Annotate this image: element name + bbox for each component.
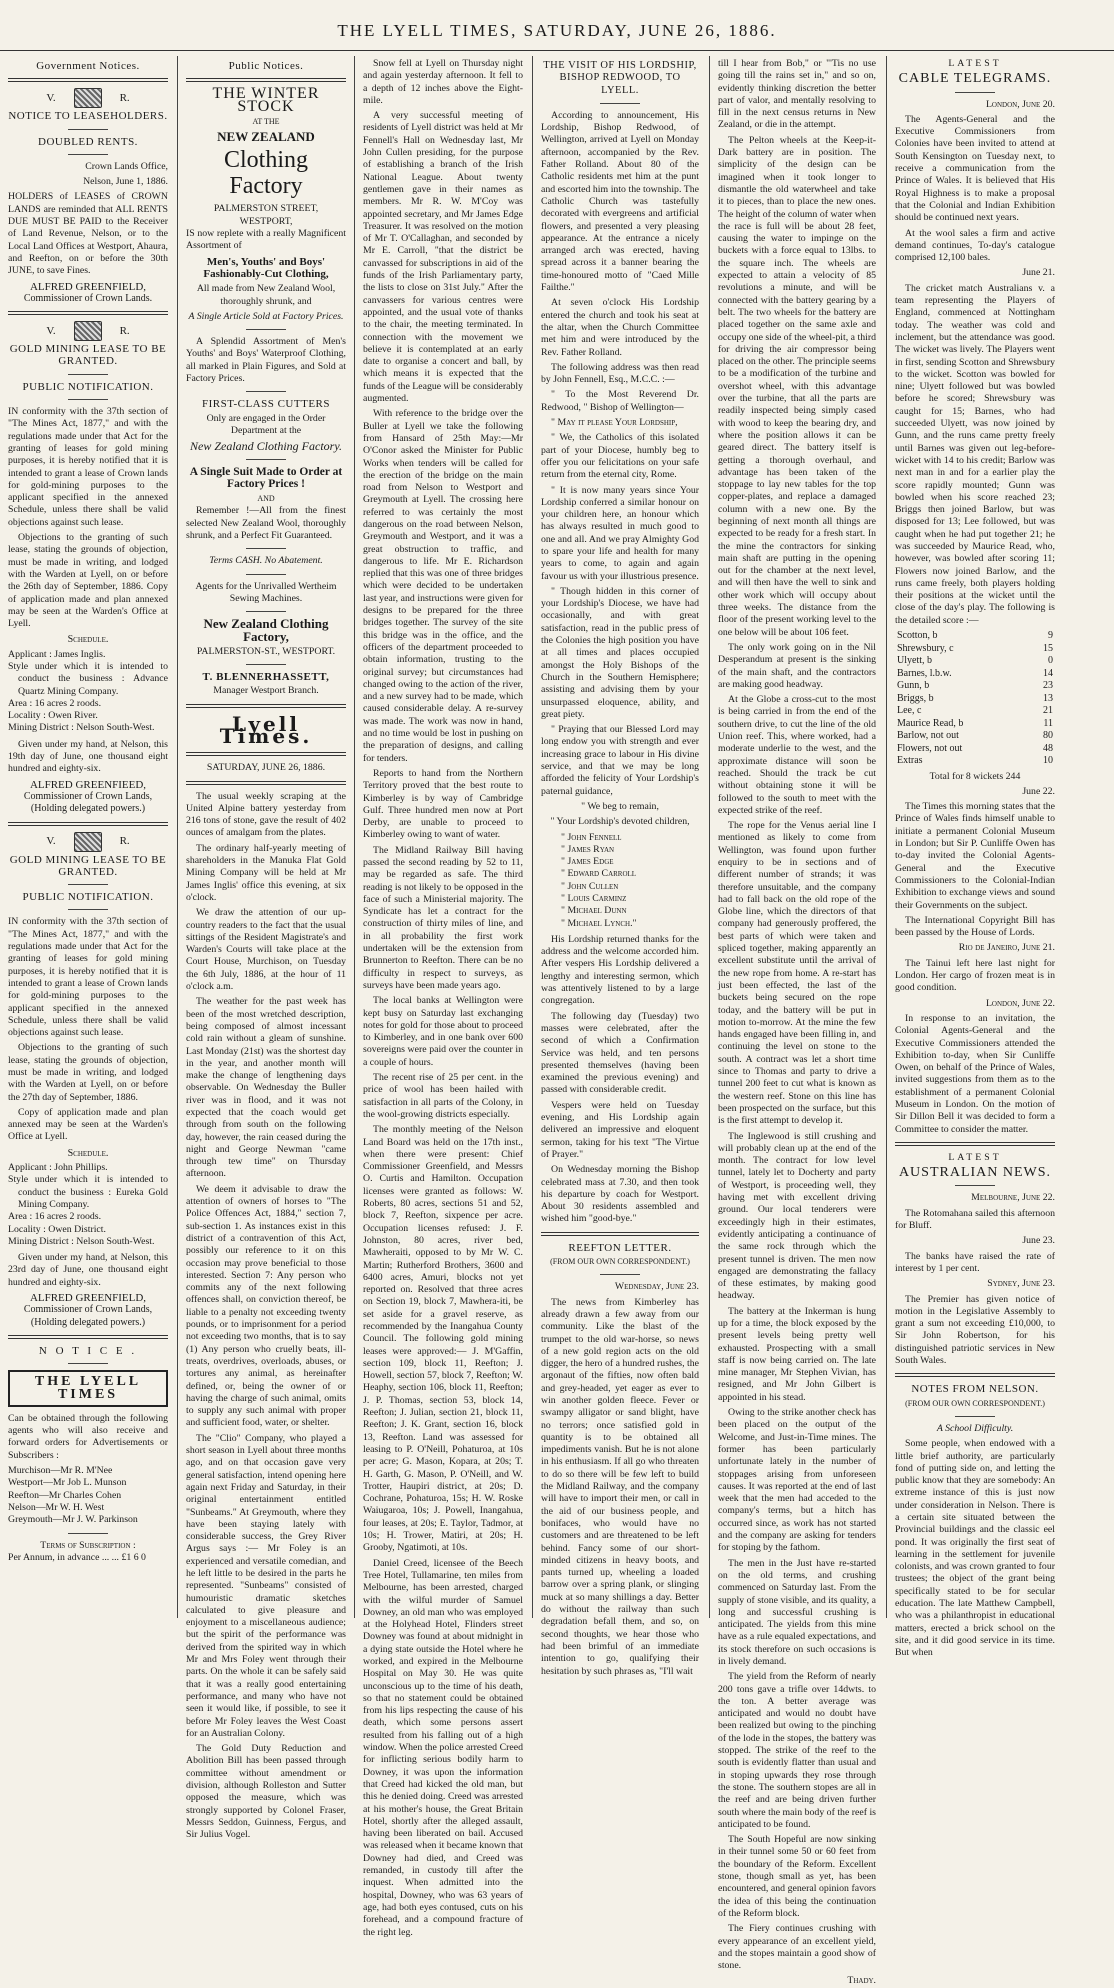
article-paragraph: According to announcement, His Lordship, Bishop Redwood, of Wellington, arrived at Lyell on Monday afternoon, accompanied by the Rev. Father Rolland. About 80 of the Catholic residents met him at the punt and escorted him into the township. The Catholic Church was tastefully decorated with evergreens and artificial flowers, and presented a very pleasing appearance. At the entrance a nicely arranged arch was erected, having spread across it a banner bearing the time-honoured motto of "Caed Mille Failthe." <box>541 109 699 294</box>
ad-line: WESTPORT, <box>239 215 293 227</box>
article-date: Wednesday, June 23. <box>614 1281 699 1293</box>
telegram-paragraph: The Times this morning states that the Prince of Wales finds himself unable to initiate a permanent Colonial Museum in London; but Sir P. Cunliffe Owen has to-day invited the Colonial Agents-General and the Executive Commissioners to the Colonial-Indian Exhibition to exchange views and sound their Governments on the subject. <box>895 801 1055 911</box>
notice-body: Objections to the granting of such lease, stating the grounds of objection, must be made in writing, and lodged with the Warden at Lyell, on or before the 26th day of September, 1886. Copy of application made and plan annexed may be seen at the Warden's Office at Lyell. <box>8 532 168 630</box>
schedule-locality: Locality : Owen District. <box>8 1223 106 1235</box>
address-salutation: " May it please Your Lordship, <box>551 417 678 429</box>
article-paragraph: Some people, when endowed with a little brief authority, are particularly fond of putting side on, and letting the public know that they are somebody: An extreme instance of this is just now under consideration in Nelson. There is a certain site situated between the Provincial buildings and the classic eel pond. It was originally the first seat of learning in the settlement for juvenile colonists, and was crown granted to four trustees; the object of the grant being specifically stated to be for secular education. The late Matthew Campbell, who was a philanthropist in educational matters, erected a brick school on the site, and it did good service in its time. But when <box>895 1438 1055 1659</box>
news-paragraph: The recent rise of 25 per cent. in the price of wool has been hailed with satisfaction in all parts of the Colony, in the wool-growing districts especially. <box>363 1072 523 1120</box>
notice-given: Given under my hand, at Nelson, this 23rd day of June, one thousand eight hundred and eighty-six. <box>8 1252 168 1288</box>
divider <box>955 1416 995 1417</box>
divider <box>955 92 995 93</box>
signature: ALFRED GREENFIELD, <box>29 1292 147 1305</box>
divider <box>246 574 286 575</box>
crest-right: R. <box>119 92 130 105</box>
crest-right: R. <box>119 835 130 848</box>
ad-line: FIRST-CLASS CUTTERS <box>202 398 330 411</box>
address-paragraph: " We, the Catholics of this isolated part of your Diocese, humbly beg to offer you our felicitations on your safe return from the eternal city, Rome. <box>541 432 699 481</box>
divider <box>955 1185 995 1186</box>
dateline: London, June 22. <box>985 997 1055 1009</box>
ad-text: Remember !—All from the finest selected New Zealand Wool, thoroughly shrunk, and a Perfect Fit Guaranteed. <box>186 505 346 542</box>
scorecard-row <box>895 630 1055 643</box>
article-subtitle: (FROM OUR OWN CORRESPONDENT.) <box>905 1398 1045 1408</box>
scorecard-total: Total for 8 wickets 244 <box>929 770 1021 782</box>
ad-line: T. BLENNERHASSETT, <box>202 671 330 684</box>
divider <box>246 459 286 460</box>
scorecard-row <box>895 705 1055 718</box>
batsman-name: Extras <box>897 755 923 767</box>
signatory: " John Fennell <box>561 831 622 843</box>
article-paragraph: Vespers were held on Tuesday evening, and His Lordship again delivered an impressive and eloquent sermon, taking for his text "The Virtue of Prayer." <box>541 1099 699 1160</box>
section-kicker: LATEST <box>948 1151 1002 1163</box>
signatory: " Louis Carminz <box>561 893 627 904</box>
divider <box>895 1373 1055 1377</box>
scorecard-row <box>895 718 1055 731</box>
ad-line: AND <box>257 494 275 504</box>
masthead: THE LYELL TIMES, SATURDAY, JUNE 26, 1886. <box>0 0 1114 51</box>
batsman-runs: 14 <box>1043 667 1053 679</box>
telegram-paragraph: The Agents-General and the Executive Commissioners from Colonies have been invited to attend at South Kensington on Tuesday next, to receive a communication from the Prince of Wales. It is believed that His Royal Highness is to make a proposal that the Colonial and Indian Exhibition should be continued next years. <box>895 113 1055 224</box>
divider <box>8 822 168 826</box>
article-heading: A School Difficulty. <box>936 1422 1014 1434</box>
article-paragraph: The Fiery continues crushing with every appearance of an excellent yield, and the stopes maintain a good show of stone. <box>718 1923 876 1972</box>
ad-text: All made from New Zealand Wool, thoroughly shrunk, and <box>196 283 336 307</box>
telegram-paragraph: The International Copyright Bill has been passed by the House of Lords. <box>895 914 1055 939</box>
article-paragraph: The yield from the Reform of nearly 200 tons gave a trifle over 14dwts. to the ton. A better average was anticipated and would no doubt have been realized but owing to the pinching of the lode in the stopes, the battery was stopped. The strike of the reef to the south is evidently flatter than usual and in stoping upwards they rose through the stone. The southern stopes are all in the reef and are being driven further south where the main body of the reef is anticipated to be found. <box>718 1671 876 1830</box>
notice-place: Crown Lands Office, <box>85 160 168 172</box>
article-paragraph: The Inglewood is still crushing and will probably clean up at the end of the month. The contract for low level tunnel, lately let to Docherty and party of Westport, is proceeding well, they having met with excellent driving ground. Our local tenderers were exceedingly high in their estimates, evidently anticipating a continuance of the same rock through which the present tunnel is driven. The men now engaged are demonstrating the fallacy of these estimates, by making good headway. <box>718 1130 876 1302</box>
column-rule <box>709 56 710 1618</box>
batsman-name: Shrewsbury, c <box>897 642 954 654</box>
address-paragraph: " Though hidden in this corner of your Lordship's Diocese, we have had occasionally, and with great satisfaction, read in the public press of the Colonies the high position you have at all times and places occupied amongst the Holy Bishops of the Church in the Southern Hemisphere; assisting and advising them by your unsurpassed eloquence, ability, and great piety. <box>541 585 699 720</box>
notice-body: IN conformity with the 37th section of "The Mines Act, 1877," and with the regulations made under that Act for the granting of leases for gold mining purposes, it is hereby notified that it is intended to grant a lease of Crown lands for gold-mining purposes to the applicant specified in the annexed Schedule, unless there shall be valid objections against such lease. <box>8 406 168 528</box>
news-paragraph: The Midland Railway Bill having passed the second reading by 52 to 11, may be regarded as safe. The third reading is not likely to be opposed in the face of such a Ministerial majority. The Syndicate has let a contract for the construction of thirty miles of line, and in all probability the first work undertaken will be the extension from Brunnerton to Reefton. There can be no difficulty in respect to surveys, as surveys have been made years ago. <box>363 844 523 991</box>
editorial-paragraph: The "Clio" Company, who played a short season in Lyell about three months ago, and on that occasion gave very general satisfaction, intend opening here again next Friday and Saturday, in their original entertainment entitled "Sunbeams." At Greymouth, where they have been staying lately with considerable success, the Grey River Argus says :— Mr Foley is an experienced and versatile comedian, and he left little to be desired in the parts he represented. "Sunbeams" consisted of humouristic dramatic sketches calculated to give pleasure and enjoyment to a miscellaneous audience; but the spirit of the performance was derived from the spirited way in which Mr and Mrs Foley went through their parts. On the whole it can be safely said that it was a really good entertaining performance, and many who have not seen it would like, if possible, to see it before Mr Foley leaves the West Coast for an Australian Colony. <box>186 1432 346 1739</box>
article-paragraph: The following address was then read by John Fennell, Esq., M.C.C. :— <box>541 361 699 386</box>
agent-item: Reefton—Mr Charles Cohen <box>8 1489 122 1501</box>
schedule-style: Style under which it is intended to conduct the business : Advance Quartz Mining Company. <box>8 660 168 697</box>
crest-left: V. <box>46 835 56 848</box>
article-paragraph: till I hear from Bob," or "'Tis no use going till the rains set in," and so on, evidently thinking discretion the better part of valor, and mentally resolving to fill in the next census returns in New Zealand, or die in the attempt. <box>718 58 876 131</box>
divider <box>68 1533 108 1534</box>
ad-line: Men's, Youths' and Boys' Fashionably-Cut Clothing, <box>203 255 329 280</box>
lyell-times-nameplate: Lyell Times. <box>219 711 313 748</box>
schedule-applicant: Applicant : John Phillips. <box>8 1162 108 1174</box>
agent-item: Westport—Mr Job L. Munson <box>8 1477 127 1489</box>
divider <box>68 884 108 885</box>
article-paragraph: On Wednesday morning the Bishop celebrated mass at 7.30, and then took his departure by coach for Westport. About 30 residents assembled and wished him "good-bye." <box>541 1164 699 1225</box>
column-rule <box>354 56 355 1618</box>
lyell-times-logo: THE LYELL TIMES <box>8 1370 168 1407</box>
telegram-paragraph: The Tainui left here last night for London. Her cargo of frozen meat is in good condition. <box>895 957 1055 994</box>
scorecard-row <box>895 755 1055 768</box>
ad-headline: THE WINTER STOCK <box>212 85 320 115</box>
editorial-paragraph: The ordinary half-yearly meeting of shareholders in the Manuka Flat Gold Mining Company will be held at Mr James Inglis' office this evening, at six o'clock. <box>186 842 346 903</box>
news-paragraph: The local banks at Wellington were kept busy on Saturday last exchanging notes for gold for those about to proceed to Kimberley, and in one bank over 600 sovereigns were paid over the counter in a couple of hours. <box>363 995 523 1068</box>
batsman-runs: 23 <box>1043 680 1053 692</box>
signatory: " Edward Carroll <box>561 868 637 880</box>
column-rule <box>177 56 178 1618</box>
section-title: CABLE TELEGRAMS. <box>898 71 1052 87</box>
batsman-name: Flowers, not out <box>897 742 963 754</box>
batsman-name: Gunn, b <box>897 680 930 692</box>
scorecard-row <box>895 730 1055 743</box>
terms-title: Terms of Subscription : <box>40 1539 136 1551</box>
signatory: " Michael Lynch." <box>561 917 637 929</box>
scorecard-row <box>895 643 1055 656</box>
divider <box>68 399 108 400</box>
batsman-runs: 80 <box>1043 730 1053 742</box>
columns <box>0 52 1114 1987</box>
notice-body: Objections to the granting of such lease, stating the grounds of objection, must be made in writing, and lodged with the Warden at Lyell, on or before the 27th day of September, 1886. <box>8 1042 168 1103</box>
news-paragraph: With reference to the bridge over the Buller at Lyell we take the following from Hansard of 25th May:—Mr O'Conor asked the Minister for Public Works when tenders will be called for the erection of the bridge on the main road from Nelson to Westport and Greymouth at Lyell. The crossing here referred to was certainly the most dangerous on the road between Nelson, Greymouth and Westport, and it was a great obstruction to traffic, and dangerous to life. Mr E. Richardson replied that this was one of three bridges which were decided to be undertaken last year, and instructions were given for designs to be prepared for the three bridges together. The survey of the site this bridge was in the office, and the officers of the department proceeded to obtain information, trusting to the original survey; but circumstances had changed owing to the action of the river, and a new survey had to be made, which caused considerable delay. A re-survey was made. The work was now in hand, and no time would be lost in pushing on the preparation of designs, and calling for tenders. <box>363 408 523 764</box>
royal-crest <box>8 321 168 341</box>
editorial-paragraph: The weather for the past week has been of the most wretched description, being composed of almost incessant cold rain without a gleam of sunshine. Last Monday (21st) was the shortest day in the year, and another month will make the change of lengthening days observable. On Wednesday the Buller river was in flood, and it was not expected that the coach would get through from south on the following day, however, the rain ceased during the night and George Newman "came through tew time" on Thursday afternoon. <box>186 996 346 1180</box>
article-subtitle: (FROM OUR OWN CORRESPONDENT.) <box>550 1257 690 1267</box>
signatory: " James Edge <box>561 856 614 868</box>
scorecard-row <box>895 668 1055 681</box>
ad-text: A Single Article Sold at Factory Prices. <box>188 310 344 322</box>
ad-line: New Zealand Clothing Factory, <box>203 616 329 644</box>
dateline: Melbourne, June 22. <box>971 1192 1055 1204</box>
divider <box>246 391 286 392</box>
signatories-list <box>541 832 699 930</box>
ad-text: Only are engaged in the Order Department at the <box>206 412 326 436</box>
column-reefton-letter <box>718 58 876 1987</box>
telegram-paragraph: The banks have raised the rate of interest by 1 per cent. <box>895 1250 1055 1274</box>
notice-title: GOLD MINING LEASE TO BE GRANTED. <box>9 343 167 368</box>
schedule-locality: Locality : Owen River. <box>8 710 98 722</box>
batsman-runs: 15 <box>1043 642 1053 654</box>
batsman-runs: 9 <box>1048 630 1053 642</box>
address-paragraph: " It is now many years since Your Lordship conferred a similar honour on your children here, an honour which has always resulted in much good to one and all. And we pray Almighty God to spare your life and health for many years to come, to again and again favour us with your illustrious presence. <box>541 484 699 582</box>
news-paragraph: Daniel Creed, licensee of the Beech Tree Hotel, Tullamarine, ten miles from Melbourne, has been arrested, charged with the wilful murder of Samuel Downey, an old man who was employed at the Holyhead Hotel, Flinders street Downey was found at about midnight in a dying state outside the Hotel where he worked, and expired in the Melbourne Hospital on May 30. He was quite unconscious up to the time of his death, so that no statement could be obtained from his lips respecting the cause of his death, which some persons assert resulted from his falling out of a high window. When the police arrested Creed for inflicting serious bodily harm to Downey, it was upon the information that Creed had kicked the old man, but this he denied doing. Creed was arrested at his mother's house, the Great Britain Hotel, shortly after the alleged assault, having been liberated on bail. Accused was released when it became known that Downey had died, and Creed was remanded, in custody till after the inquest. When admitted into the hospital, Downey, who was 63 years of age, had both eyes contused, cuts on his forehead, and a compound fracture of the right leg. <box>363 1557 523 1938</box>
divider <box>68 129 108 130</box>
divider <box>186 78 346 82</box>
column-bishop-visit <box>541 58 699 1677</box>
scorecard-row <box>895 680 1055 693</box>
agent-item: Murchison—Mr R. M'Nee <box>8 1465 113 1477</box>
editorial-paragraph: The usual weekly scraping at the United Alpine battery yesterday from 216 tons of stone, gave the result of 402 ounces of amalgam from the plates. <box>186 790 346 839</box>
address-closing: " We beg to remain, <box>581 800 659 812</box>
article-paragraph: The rope for the Venus aerial line I mentioned as likely to come from Wellington, was found upon further enquiry to be in sections and of different number of strands; it was therefore unsuitable, and the company had to fall back on the old rope of the Globe line, which the directors of that company had generously proffered, the best parts of which were taken and spliced together, making apparently an excellent substitute until the arrival of the new rope from home. A re-start has just been effected, the last of the buckets being secured on the rope today, and the battery will be put in motion to-morrow. At the mine the few hands engaged have been filling in, and continuing the level on stone to the south. A contract was let a short time since to Thomas and party to drive a tunnel 200 feet to cut what is known as the western reef. Stone on this line has been prospected on the surface, but this is the first attempt to develop it. <box>718 820 876 1127</box>
ad-text: Terms CASH. No Abatement. <box>209 555 323 567</box>
column-government-notices <box>8 58 168 1618</box>
agents-intro: Can be obtained through the following agents who will also receive and forward orders for Advertisements or Subscribers : <box>8 1412 168 1461</box>
schedule-applicant: Applicant : James Inglis. <box>8 648 106 660</box>
section-title: AUSTRALIAN NEWS. <box>898 1165 1052 1181</box>
signature-title: Commissioner of Crown Lands. <box>23 292 153 304</box>
batsman-name: Lee, c <box>897 705 922 717</box>
telegram-paragraph: In response to an invitation, the Colonial Agents-General and the Executive Commissioners attended the Exhibition to-day, when Sir Cunliffe Owen, on behalf of the Prince of Wales, invited suggestions from them as to the establishment of a permanent Colonial Museum in London. On the motion of Sir Dillon Bell it was decided to form a Committee to consider the matter. <box>895 1012 1055 1135</box>
schedule-title: Schedule. <box>67 634 109 646</box>
batsman-runs: 10 <box>1043 755 1053 767</box>
notice-date: Nelson, June 1, 1886. <box>83 176 168 188</box>
section-title: NOTES FROM NELSON. <box>911 1383 1039 1396</box>
batsman-name: Ulyett, b <box>897 655 932 667</box>
ad-line: PALMERSTON-ST., WESTPORT. <box>196 645 336 657</box>
ad-title: Clothing Factory <box>223 147 308 200</box>
schedule-area: Area : 16 acres 2 roods. <box>8 697 102 709</box>
ad-text: Agents for the Unrivalled Wertheim Sewing Machines. <box>195 580 337 604</box>
column-local-news <box>363 58 523 1938</box>
schedule-title: Schedule. <box>67 1147 109 1159</box>
article-paragraph: The news from Kimberley has already drawn a few away from our community. Like the blast of the trumpet to the old war-horse, so news of a new gold region acts on the old digger, the hero of a hundred rushes, the argonaut of the fifties, now often bald and grey-headed, yet eager as ever to win another golden fleece. Fever or swampy alligator or sand blight, have no terrors; once satisfied gold in quantity is to be obtained all impediments vanish. But he is not alone in his enthusiasm. If all go who threaten to do so there will be few left to build the Midland Railway, and the company will have to import their men, or call in the aid of our business people, and bonifaces, who would have no customers and are threatened to be left behind. Fancy some of our short-minded citizens in heavy boots, and pants turned up, wheeling a loaded barrow over a spring plank, or slinging muck at so many shillings a day. Better do without the railway than such degradation befall them, and so, on second thoughts, we hear those who had been brimful of an immediate intention to go, qualifying their hesitation by such phrases as, "I'll wait <box>541 1296 699 1677</box>
address-heading: " To the Most Reverend Dr. Redwood, " Bishop of Wellington— <box>541 389 699 413</box>
article-paragraph: At seven o'clock His Lordship entered the church and took his seat at the altar, when the Church Committee met him and were introduced by the Rev. Father Rolland. <box>541 297 699 358</box>
dateline: SATURDAY, JUNE 26, 1886. <box>206 762 326 774</box>
batsman-runs: 11 <box>1043 717 1053 729</box>
article-paragraph: The Pelton wheels at the Keep-it-Dark battery are in position. The simplicity of the design can be imagined when it took longer to dismantle the old waterwheel and take it to pieces, than to place the new ones. The height of the column of water when the race is full will be about 28 feet, causing the water to impinge on the buckets with a force equal to 13lbs. to the square inch. The wheels are expected to attain a velocity of 85 revolutions a minute, and will be connected with the battery gearing by a belt. The two wheels for the battery are placed together on the same axle and occupy one side of the wheel-pit, a third for driving the air compressor being placed on the other. The principle seems to be a modification of the turbine and overshot wheel, with this advantage over the turbine, that all the parts are readily inspected being simply cased with wood to keep the bearing dry, and where the position allows it can be geared direct. The battery itself is getting a thorough overhaul, and advantage has been taken of the stoppage to lay new tables for the top copper-plates, and replace a damaged column with a new one. By the beginning of next month all things are expected to be ready for a fresh start. In the mine the contractors for sinking main shaft are putting in the opening out for the chamber at the next level, and will then have the well to sink and other work which will occupy about three weeks. The distance from the floor of the present working level to the one below will be about 106 feet. <box>718 134 876 638</box>
signatory: " John Cullen <box>561 880 619 892</box>
divider <box>186 781 346 785</box>
divider <box>246 611 286 612</box>
dateline: Rio de Janeiro, June 21. <box>958 942 1055 954</box>
divider <box>895 1142 1055 1146</box>
article-paragraph: His Lordship returned thanks for the address and the welcome accorded him. After vespers His Lordship delivered a lengthy and interesting sermon, which was attentively listened to by a large congregation. <box>541 933 699 1007</box>
article-paragraph: The following day (Tuesday) two masses were celebrated, after the second of which a Confirmation Service was held, and ten persons presented themselves (having been examined the previous evening) and passed with considerable credit. <box>541 1010 699 1096</box>
notice-subtitle: PUBLIC NOTIFICATION. <box>22 380 154 393</box>
royal-crest <box>8 832 168 852</box>
ad-line: PALMERSTON STREET, <box>213 203 319 215</box>
dateline: Sydney, June 23. <box>987 1278 1055 1290</box>
divider <box>68 1363 108 1364</box>
divider <box>68 374 108 375</box>
coat-of-arms-icon <box>74 88 102 108</box>
signature: ALFRED GREENFIEED, <box>29 778 147 791</box>
divider <box>186 752 346 756</box>
scorecard-row <box>895 655 1055 668</box>
coat-of-arms-icon <box>74 321 102 341</box>
agents-list <box>8 1465 168 1526</box>
batsman-name: Scotton, b <box>897 630 938 642</box>
news-paragraph: A very successful meeting of residents of Lyell district was held at Mr Fennell's Hall on Wednesday last, Mr John Cullen presiding, for the purpose of establishing a branch of the Irish National League. About twenty gentlemen gave in their names as members. Mr R. W. M'Coy was appointed secretary, and Mr James Edge Treasurer. It was resolved on the motion of Mr T. O'Callaghan, and seconded by Mr E. Carroll, "that the district be canvassed for subscriptions in aid of the funds of the Irish Parliamentary party, the lists to close on 31st July." After the canvassers for various centres were appointed, and the usual vote of thanks to the chair, the meeting terminated. In connection with the movement we believe it is contemplated at an early date to organise a concert and ball, by which means it is expected that the funds of the League will be considerably augmented. <box>363 110 523 405</box>
schedule-district: Mining District : Nelson South-West. <box>8 722 155 734</box>
ad-line: Manager Westport Branch. <box>213 685 319 697</box>
editorial-paragraph: We draw the attention of our up-country readers to the fact that the usual sittings of the Resident Magistrate's and Warden's Courts will take place at the Court House, Murchison, on Tuesday the 6th July, 1886, at the hour of 11 o'clock a.m. <box>186 907 346 993</box>
news-paragraph: The monthly meeting of the Nelson Land Board was held on the 17th inst., when there were present: Chief Commissioner Greenfield, and Messrs O. Curtis and Hamilton. Occupation licenses were granted as follows: W. Roberts, 80 acres, sections 51 and 52, block 7, Reefton, sixpence per acre. Occupation licenses refused: J. F. Johnston, 80 acres, river bed, Mawheraiti, opposed to by Mr W. C. Martin; Rutherford Brothers, 3600 and 6400 acres, Amuri, blocks not yet reported on. Resolved that three acres on Section 19, block 7, Mawhera-iti, be set aside for a gravel reserve, as recommended by the Inangahua County Council. The following gold mining leases were approved:— J. M'Gaffin, section 109, block 11, Reefton; J. Howell, section 57, block 7, Reefton; W. Heaphy, section 106, block 11, Reefton; J. P. Thomas, section 53, block 14, Reefton; J. Julian, section 21, block 11, Reefton; J. K. Grant, section 16, block 13, Reefton. Land was assessed for leasing to P. O'Neill, Pohaturoa, at 10s per acre; G. Mason, Kopara, at 20s; T. H. Garth, G. Mason, P. O'Neill, and W. Trotter, Haupiri district, at 20s; D. Cochrane, Pohaturoa, 15s; H. W. Roske Waiugaroa, 10s; J. Powell, Inangahua, four leases, at 20s; E. Taylor, Tadmor, at 10s; H. Trower, Matiri, at 20s; H. Grooby, Ngatimoti, at 10s. <box>363 1124 523 1554</box>
column-public-notices <box>186 58 346 1841</box>
ad-line: New Zealand Clothing Factory. <box>190 439 342 454</box>
notice-subtitle: PUBLIC NOTIFICATION. <box>22 891 154 904</box>
notice-body: Copy of application made and plan annexed may be seen at the Warden's Office at Lyell. <box>8 1106 168 1143</box>
batsman-name: Maurice Read, b <box>897 717 964 729</box>
ad-line: AT THE <box>252 116 280 126</box>
divider <box>600 1274 640 1275</box>
telegram-paragraph: The Rotomahana sailed this afternoon for Bluff. <box>895 1207 1055 1232</box>
notice-title: GOLD MINING LEASE TO BE GRANTED. <box>9 853 167 878</box>
batsman-runs: 21 <box>1043 705 1053 717</box>
correspondent-signature: Thady. <box>847 1975 876 1987</box>
crest-left: V. <box>46 325 56 337</box>
coat-of-arms-icon <box>74 832 102 852</box>
dateline: June 21. <box>1022 267 1055 279</box>
article-paragraph: Owing to the strike another check has been placed on the output of the Welcome, and Just-in-Time mines. The former has been particularly unfortunate lately in the number of stoppages arising from unforeseen causes. It was reported at the end of last week that the men had acceded to the company's terms, but a hitch has occurred since, as work has not started and the company are asking for tenders for stoping by the fathom. <box>718 1407 876 1554</box>
signatory: " James Ryan <box>561 843 615 855</box>
ad-line: NEW ZEALAND <box>217 129 315 145</box>
dateline: June 22. <box>1022 785 1055 797</box>
crest-right: R. <box>119 325 130 337</box>
notice-title: NOTICE TO LEASEHOLDERS. <box>8 110 168 123</box>
article-paragraph: The battery at the Inkerman is hung up for a time, the block exposed by the present levels being pretty well exhausted. Prospecting with a small staff is now being carried on. The late mine manager, Mr Stephen Vivian, has resigned, and Mr John Gilbert is appointed in his stead. <box>718 1305 876 1403</box>
divider <box>246 329 286 330</box>
crest-left: V. <box>46 92 56 105</box>
schedule-style: Style under which it is intended to conduct the business : Eureka Gold Mining Company. <box>8 1174 168 1210</box>
divider <box>68 909 108 910</box>
address-closing: " Your Lordship's devoted children, <box>550 816 690 828</box>
article-paragraph: The men in the Just have re-started on the old terms, and crushing commenced on Saturday last. From the supply of stone visible, and its quality, a long and successful crushing is anticipated. The yields from this mine have as a rule equaled expectations, and its stock therefore on such occasions is in lively demand. <box>718 1557 876 1667</box>
dateline: June 23. <box>1022 1235 1055 1247</box>
ad-text: A Splendid Assortment of Men's Youths' and Boys' Waterproof Clothing, all marked in Plain Figures, and Sold at Factory Prices. <box>186 336 346 385</box>
article-title: REEFTON LETTER. <box>568 1241 672 1254</box>
news-paragraph: Snow fell at Lyell on Thursday night and again yesterday afternoon. It fell to a depth of 12 inches above the Eight-mile. <box>363 58 523 106</box>
telegram-paragraph: The cricket match Australians v. a team representing the Players of England, commenced at Nottingham today. The weather was cold and inclement, but the attendance was good. The wicket was lively. The Players went in first, sending Scotton and Shrewsbury to the wicket. Scotton was bowled for nine; Ulyett followed but was bowled before he scored; Shrewsbury was caught for 15; Barnes, who had succeeded Ulyett, was now joined by Gunn, and the runs came pretty freely until Barnes was given out leg-before-wicket with 14 to his credit; Barlow was next man in and for a earlier play the score rapidly mounted; Gunn was bowled when his score reached 23; Briggs then joined Barlow, but was disposed for 13; Lee followed, but was caught when he had put together 21; he was succeeded by Maurice Read, who, however, was bowled after scoring 11; Flowers now joined Barlow, and the runs came freely, both players holding their positions at the wicket until the close of the day's play. The following is the detailed score :— <box>895 282 1055 626</box>
notice-body: HOLDERS of LEASES of CROWN LANDS are reminded that ALL RENTS DUE MUST BE PAID to the Receiver of Land Revenue, Nelson, or to the Local Land Offices at Westport, Ahaura, and Reefton, on or before the 30th JUNE, to save Fines. <box>8 191 168 277</box>
divider <box>8 78 168 82</box>
ad-text: IS now replete with a really Magnificent Assortment of <box>186 228 346 252</box>
telegram-paragraph: At the wool sales a firm and active demand continues, To-day's catalogue comprised 12,100 bales. <box>895 227 1055 264</box>
section-title: Public Notices. <box>228 60 304 72</box>
dateline: London, June 20. <box>985 98 1055 110</box>
royal-crest <box>8 88 168 108</box>
agent-item: Nelson—Mr W. H. West <box>8 1501 105 1513</box>
divider <box>8 311 168 315</box>
divider <box>541 1232 699 1236</box>
news-paragraph: Reports to hand from the Northern Territory proved that the best route to Kimberley is by way of Cambridge Gulf. Three hundred men now at Port Derby, are unable to proceed to Kimberley owing to want of water. <box>363 767 523 841</box>
notice-body: IN conformity with the 37th section of "The Mines Act, 1877," and with the regulations made under that Act for the granting of leases for gold mining purposes, it is hereby notified that it is intended to grant a lease of Crown lands for gold-mining purposes to the applicant specified in the annexed Schedule, unless there shall be valid objections against such lease. <box>8 916 168 1039</box>
column-cable-telegrams <box>895 58 1055 1659</box>
article-title: THE VISIT OF HIS LORDSHIP, BISHOP REDWOOD, TO LYELL. <box>543 60 697 96</box>
notice-subtitle: DOUBLED RENTS. <box>38 135 138 148</box>
batsman-runs: 13 <box>1043 692 1053 704</box>
divider <box>246 664 286 665</box>
telegram-paragraph: The Premier has given notice of motion in the Legislative Assembly to grant a sum not exceeding £10,000, to Sir John Robertson, for his distinguished patriotic services in New South Wales. <box>895 1293 1055 1367</box>
address-paragraph: " Praying that our Blessed Lord may long endow you with strength and ever increasing grace to labour in His divine service, and that we may be long afforded the felicity of Your Lordship's paternal guidance, <box>541 724 699 797</box>
notice-title: N O T I C E . <box>38 1344 138 1357</box>
article-paragraph: At the Globe a cross-cut to the most is being carried in from the end of the southern drive, to cut the line of the old Union reef. This, where worked, had a moderate underlie to the west, and the approximate distance will soon be reached. Should the track be cut without obtaining stone it will be followed to the south to meet with the expected strike of the reef. <box>718 694 876 816</box>
divider <box>246 548 286 549</box>
terms-line: Per Annum, in advance ... ... £1 6 0 <box>8 1551 146 1563</box>
column-rule <box>532 56 533 1618</box>
batsman-name: Briggs, b <box>897 692 934 704</box>
batsman-runs: 48 <box>1043 742 1053 754</box>
divider <box>68 154 108 155</box>
batsman-name: Barnes, l.b.w. <box>897 667 952 679</box>
batsman-name: Barlow, not out <box>897 730 959 742</box>
scorecard-row <box>895 693 1055 706</box>
signatory: " Michael Dunn <box>561 905 627 917</box>
editorial-paragraph: We deem it advisable to draw the attention of owners of horses to "The Police Offences Act, 1884," section 7, sub-section 1. As instances exist in this district of a contravention of this Act, possibly our reference to it on this occasion may prove beneficial to those interested. Section 7: Any person who commits any of the next following offences shall, on conviction thereof, be liable to a penalty not exceeding twenty pounds, or to imprisonment for a period not exceeding two months, that is to say (1) Any person who cruelly beats, ill-treats, overdrives, overloads, abuses, or tortures any animal, as hereinafter defined, or, being the owner of or having the charge of such animal, omits to supply any such animal with proper and sufficient food, water, or shelter. <box>186 1183 346 1429</box>
section-title: Government Notices. <box>36 60 140 72</box>
article-paragraph: The South Hopeful are now sinking in their tunnel some 50 or 60 feet from the boundary of the Reform. Excellent stone, though small as yet, has been encountered, and general opinion favors the idea of this being the continuation of the Reform block. <box>718 1834 876 1919</box>
batsman-runs: 0 <box>1048 655 1053 667</box>
signature-title: Commissioner of Crown Lands, (Holding delegated powers.) <box>23 790 153 815</box>
agent-item: Greymouth—Mr J. W. Parkinson <box>8 1514 138 1526</box>
divider <box>8 1335 168 1339</box>
signature: ALFRED GREENFIELD, <box>29 280 147 293</box>
cricket-scorecard <box>895 630 1055 768</box>
signature-title: Commissioner of Crown Lands, (Holding delegated powers.) <box>23 1304 153 1328</box>
scorecard-row <box>895 743 1055 756</box>
divider <box>186 704 346 708</box>
section-kicker: LATEST <box>948 58 1002 69</box>
article-paragraph: The only work going on in the Nil Desperandum at present is the sinking of the main shaft, and the contractors are making good headway. <box>718 641 876 690</box>
schedule-district: Mining District : Nelson South-West. <box>8 1235 155 1247</box>
ad-line: A Single Suit Made to Order at Factory Prices ! <box>189 465 343 490</box>
column-rule <box>886 56 887 1618</box>
editorial-paragraph: The Gold Duty Reduction and Abolition Bill has been passed through committee without amendment or division, although Rolleston and Sutter opposed the measure, which was strongly supported by Colonel Fraser, Messrs Seddon, Guinness, Fergus, and Sir Julius Vogel. <box>186 1743 346 1841</box>
divider <box>600 103 640 104</box>
notice-given: Given under my hand, at Nelson, this 19th day of June, one thousand eight hundred and eighty-six. <box>8 738 168 775</box>
schedule-area: Area : 16 acres 2 roods. <box>8 1211 102 1223</box>
